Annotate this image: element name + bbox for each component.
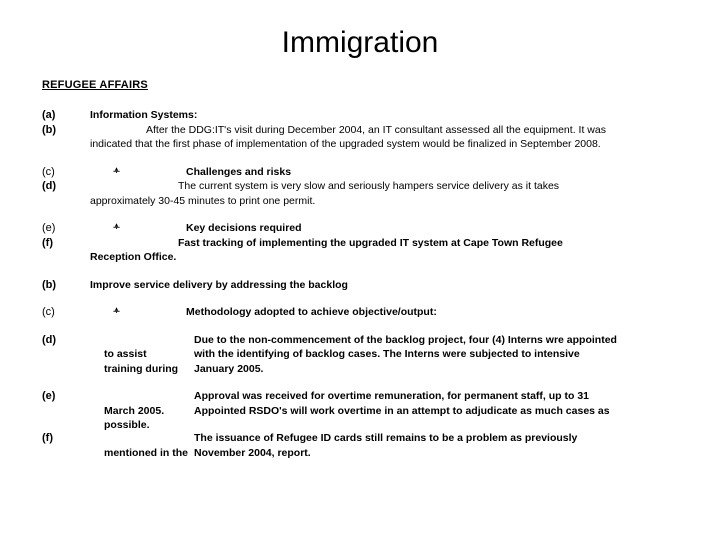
item-text-f1-line2: Reception Office.: [90, 251, 177, 263]
list-item-d1: [42, 179, 682, 208]
item-text-a: Information Systems:: [90, 109, 198, 121]
item-text-d2-right2: with the identifying of backlog cases. The Interns were subjected to intensive: [194, 348, 580, 360]
item-label-d1: (d): [42, 180, 57, 192]
item-e2-right-column: [194, 389, 682, 418]
item-text-d2-right3: January 2005.: [194, 362, 264, 375]
item-text-d2-right1: Due to the non-commencement of the backlog project, four (4) Interns wre appointed: [194, 333, 617, 346]
small-bullet-icon: [112, 166, 122, 176]
item-text-d2-left1: to assist: [104, 348, 147, 360]
section-heading: REFUGEE AFFAIRS: [42, 79, 148, 91]
small-bullet-icon: [112, 222, 122, 232]
item-label-e2: (e): [42, 390, 56, 402]
item-text-e2-right1: Approval was received for overtime remuneration, for permanent staff, up to 31: [194, 390, 590, 402]
list-item-c1: [42, 165, 682, 180]
list-item-b2: [42, 278, 682, 293]
item-text-d1-line2: approximately 30-45 minutes to print one permit.: [90, 194, 316, 207]
item-text-f2-right1: The issuance of Refugee ID cards still remains to be a problem as previously: [194, 432, 578, 444]
item-label-f2: (f): [42, 432, 53, 444]
item-f2-right-column: [194, 431, 682, 460]
small-bullet-icon: [112, 306, 122, 316]
item-text-e2-left1: March 2005.: [104, 404, 165, 417]
list-item-d2: [42, 333, 682, 377]
list-item-f2: [42, 431, 682, 460]
list-item-f1: [42, 236, 682, 265]
item-d2-right-column: [194, 333, 682, 377]
item-text-d2-left2: training during: [104, 362, 179, 375]
item-label-c1: (c): [42, 165, 55, 178]
slide-body: [42, 78, 682, 473]
item-text-e2-right2: Appointed RSDO's will work overtime in an attempt to adjudicate as much cases as: [194, 404, 610, 417]
page-title: Immigration: [281, 26, 439, 59]
item-text-e2-left2: possible.: [104, 419, 150, 431]
item-label-f1: (f): [42, 236, 53, 249]
item-text-c2: Methodology adopted to achieve objective/output:: [186, 306, 437, 318]
item-text-c1: Challenges and risks: [186, 165, 292, 178]
list-item-e2: [42, 389, 682, 431]
item-text-f1-line1: Fast tracking of implementing the upgraded IT system at Cape Town Refugee: [178, 236, 563, 249]
item-text-d1-line1: The current system is very slow and seriously hampers service delivery as it takes: [178, 180, 560, 192]
item-text-b1-line1: After the DDG:IT's visit during December 2004, an IT consultant assessed all the equipment. It was: [146, 123, 606, 136]
item-label-b2: (b): [42, 278, 57, 291]
list-item-b1: [42, 123, 682, 152]
list-item-c2: [42, 305, 682, 320]
item-label-a: (a): [42, 109, 56, 121]
item-text-e1: Key decisions required: [186, 222, 302, 234]
item-e2-left-column: [104, 404, 194, 433]
item-label-d2: (d): [42, 333, 57, 346]
item-label-e1: (e): [42, 222, 56, 234]
item-text-f2-left2: mentioned in the: [104, 446, 188, 459]
item-text-b1-line2: indicated that the first phase of implementation of the upgraded system would be finalized in September 2008.: [90, 138, 601, 150]
item-label-c2: (c): [42, 306, 55, 318]
item-d2-left-column: [104, 347, 194, 376]
list-item-a: [42, 108, 682, 123]
item-f2-left-column: [104, 446, 194, 461]
item-label-b1: (b): [42, 123, 57, 136]
list-item-e1: [42, 221, 682, 236]
item-text-b2: Improve service delivery by addressing the backlog: [90, 278, 348, 291]
item-text-f2-right2: November 2004, report.: [194, 446, 311, 459]
